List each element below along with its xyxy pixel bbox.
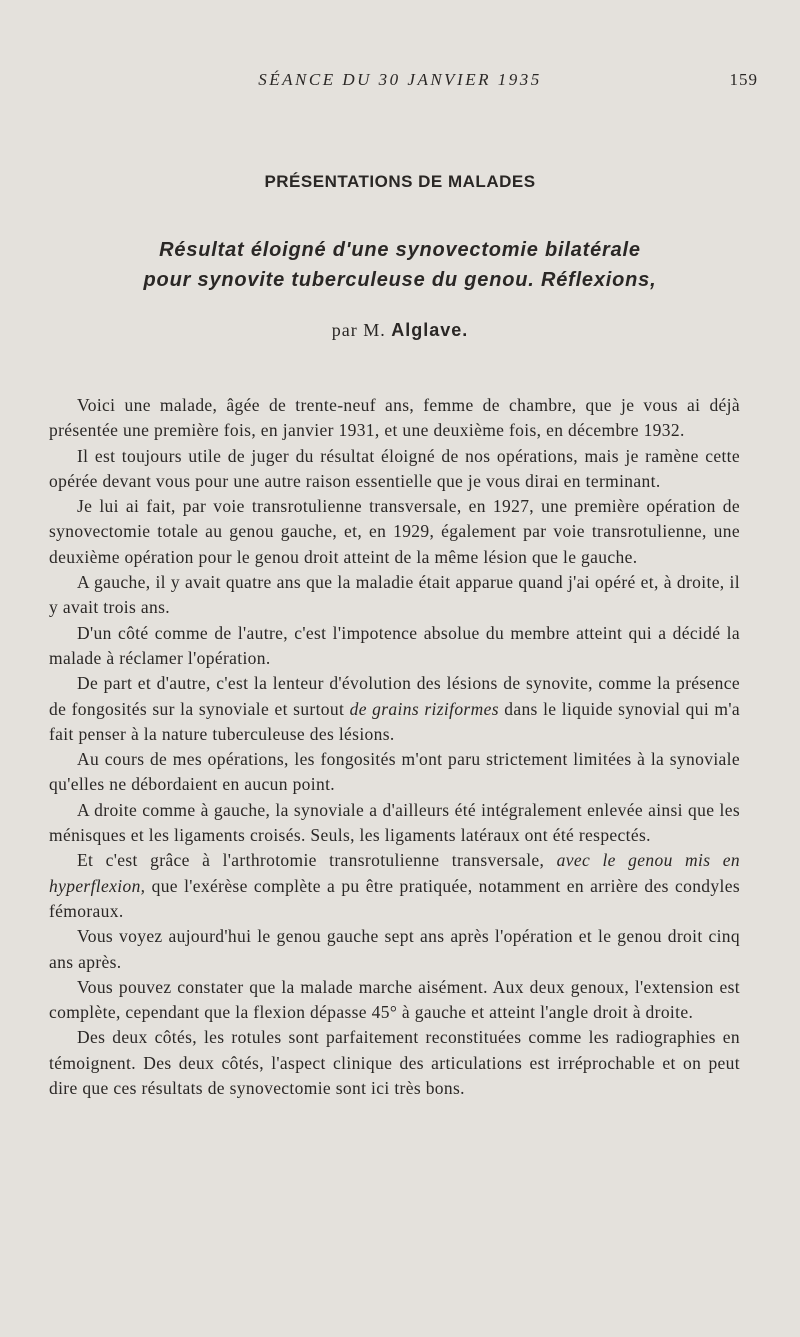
- paragraph-6-emphasis: de grains riziformes: [349, 698, 499, 719]
- article-title: [60, 235, 740, 295]
- paragraph-6-text-b: dans le liquide synovial qui m'a fait penser à la nature tuberculeuse des lésions.: [49, 698, 740, 744]
- paragraph-9-text-a: Et c'est grâce à l'arthrotomie transrotulienne transversale,: [77, 850, 557, 871]
- paragraph-2: Il est toujours utile de juger du résultat éloigné de nos opérations, mais je ramène cette opérée devant vous pour une autre raison essentielle que je vous dirai en terminant.: [49, 445, 740, 491]
- paragraph-9-emphasis: avec le genou mis en hyperflexion,: [49, 850, 740, 896]
- article-title-line-1: Résultat éloigné d'une synovectomie bilatérale: [159, 239, 641, 261]
- paragraph-7: Au cours de mes opérations, les fongosités m'ont paru strictement limitées à la synoviale qu'elles ne débordaient en aucun point.: [49, 749, 740, 795]
- paragraph-10: Vous voyez aujourd'hui le genou gauche sept ans après l'opération et le genou droit cinq ans après.: [49, 926, 740, 972]
- byline-prefix: par M.: [331, 320, 386, 340]
- byline: [0, 320, 800, 341]
- byline-author: Alglave.: [391, 320, 469, 340]
- paragraph-3: Je lui ai fait, par voie transrotulienne transversale, en 1927, une première opération de synovectomie totale au genou gauche, et, en 1929, également par voie transrotulienne, une deuxième opération pour le genou droit atteint de la même lésion que le gauche.: [49, 496, 740, 567]
- paragraph-12: Des deux côtés, les rotules sont parfaitement reconstituées comme les radiographies en témoignent. Des deux côtés, l'aspect clinique des articulations est irréprochable et on peut dire que ces résultats de synovectomie sont ici très bons.: [49, 1027, 740, 1099]
- paragraph-9: [49, 848, 740, 924]
- article-title-line-2: pour synovite tuberculeuse du genou. Réflexions,: [143, 269, 657, 291]
- paragraph-5: D'un côté comme de l'autre, c'est l'impotence absolue du membre atteint qui a décidé la malade à réclamer l'opération.: [49, 622, 740, 668]
- paragraph-1: Voici une malade, âgée de trente-neuf ans, femme de chambre, que je vous ai déjà présentée une première fois, en janvier 1931, et une deuxième fois, en décembre 1932.: [49, 395, 740, 441]
- paragraph-11: Vous pouvez constater que la malade marche aisément. Aux deux genoux, l'extension est complète, cependant que la flexion dépasse 45° à gauche et atteint l'angle droit à droite.: [49, 976, 740, 1023]
- paragraph-4: A gauche, il y avait quatre ans que la maladie était apparue quand j'ai opéré et, à droite, il y avait trois ans.: [49, 572, 740, 618]
- paragraph-6: [49, 671, 740, 747]
- paragraph-6-text-a: De part et d'autre, c'est la lenteur d'évolution des lésions de synovite, comme la présence de fongosités sur la synoviale et surtout: [49, 673, 740, 719]
- section-heading: PRÉSENTATIONS DE MALADES: [264, 172, 536, 191]
- running-title: SÉANCE DU 30 JANVIER 1935: [258, 70, 542, 89]
- page-number: 159: [729, 70, 758, 89]
- article-body: [49, 393, 740, 1101]
- running-header: [0, 70, 800, 98]
- paragraph-8: A droite comme à gauche, la synoviale a d'ailleurs été intégralement enlevée ainsi que les ménisques et les ligaments croisés. Seuls, les ligaments latéraux ont été respectés.: [49, 799, 740, 846]
- paragraph-9-text-b: que l'exérèse complète a pu être pratiquée, notamment en arrière des condyles fémoraux.: [49, 875, 740, 921]
